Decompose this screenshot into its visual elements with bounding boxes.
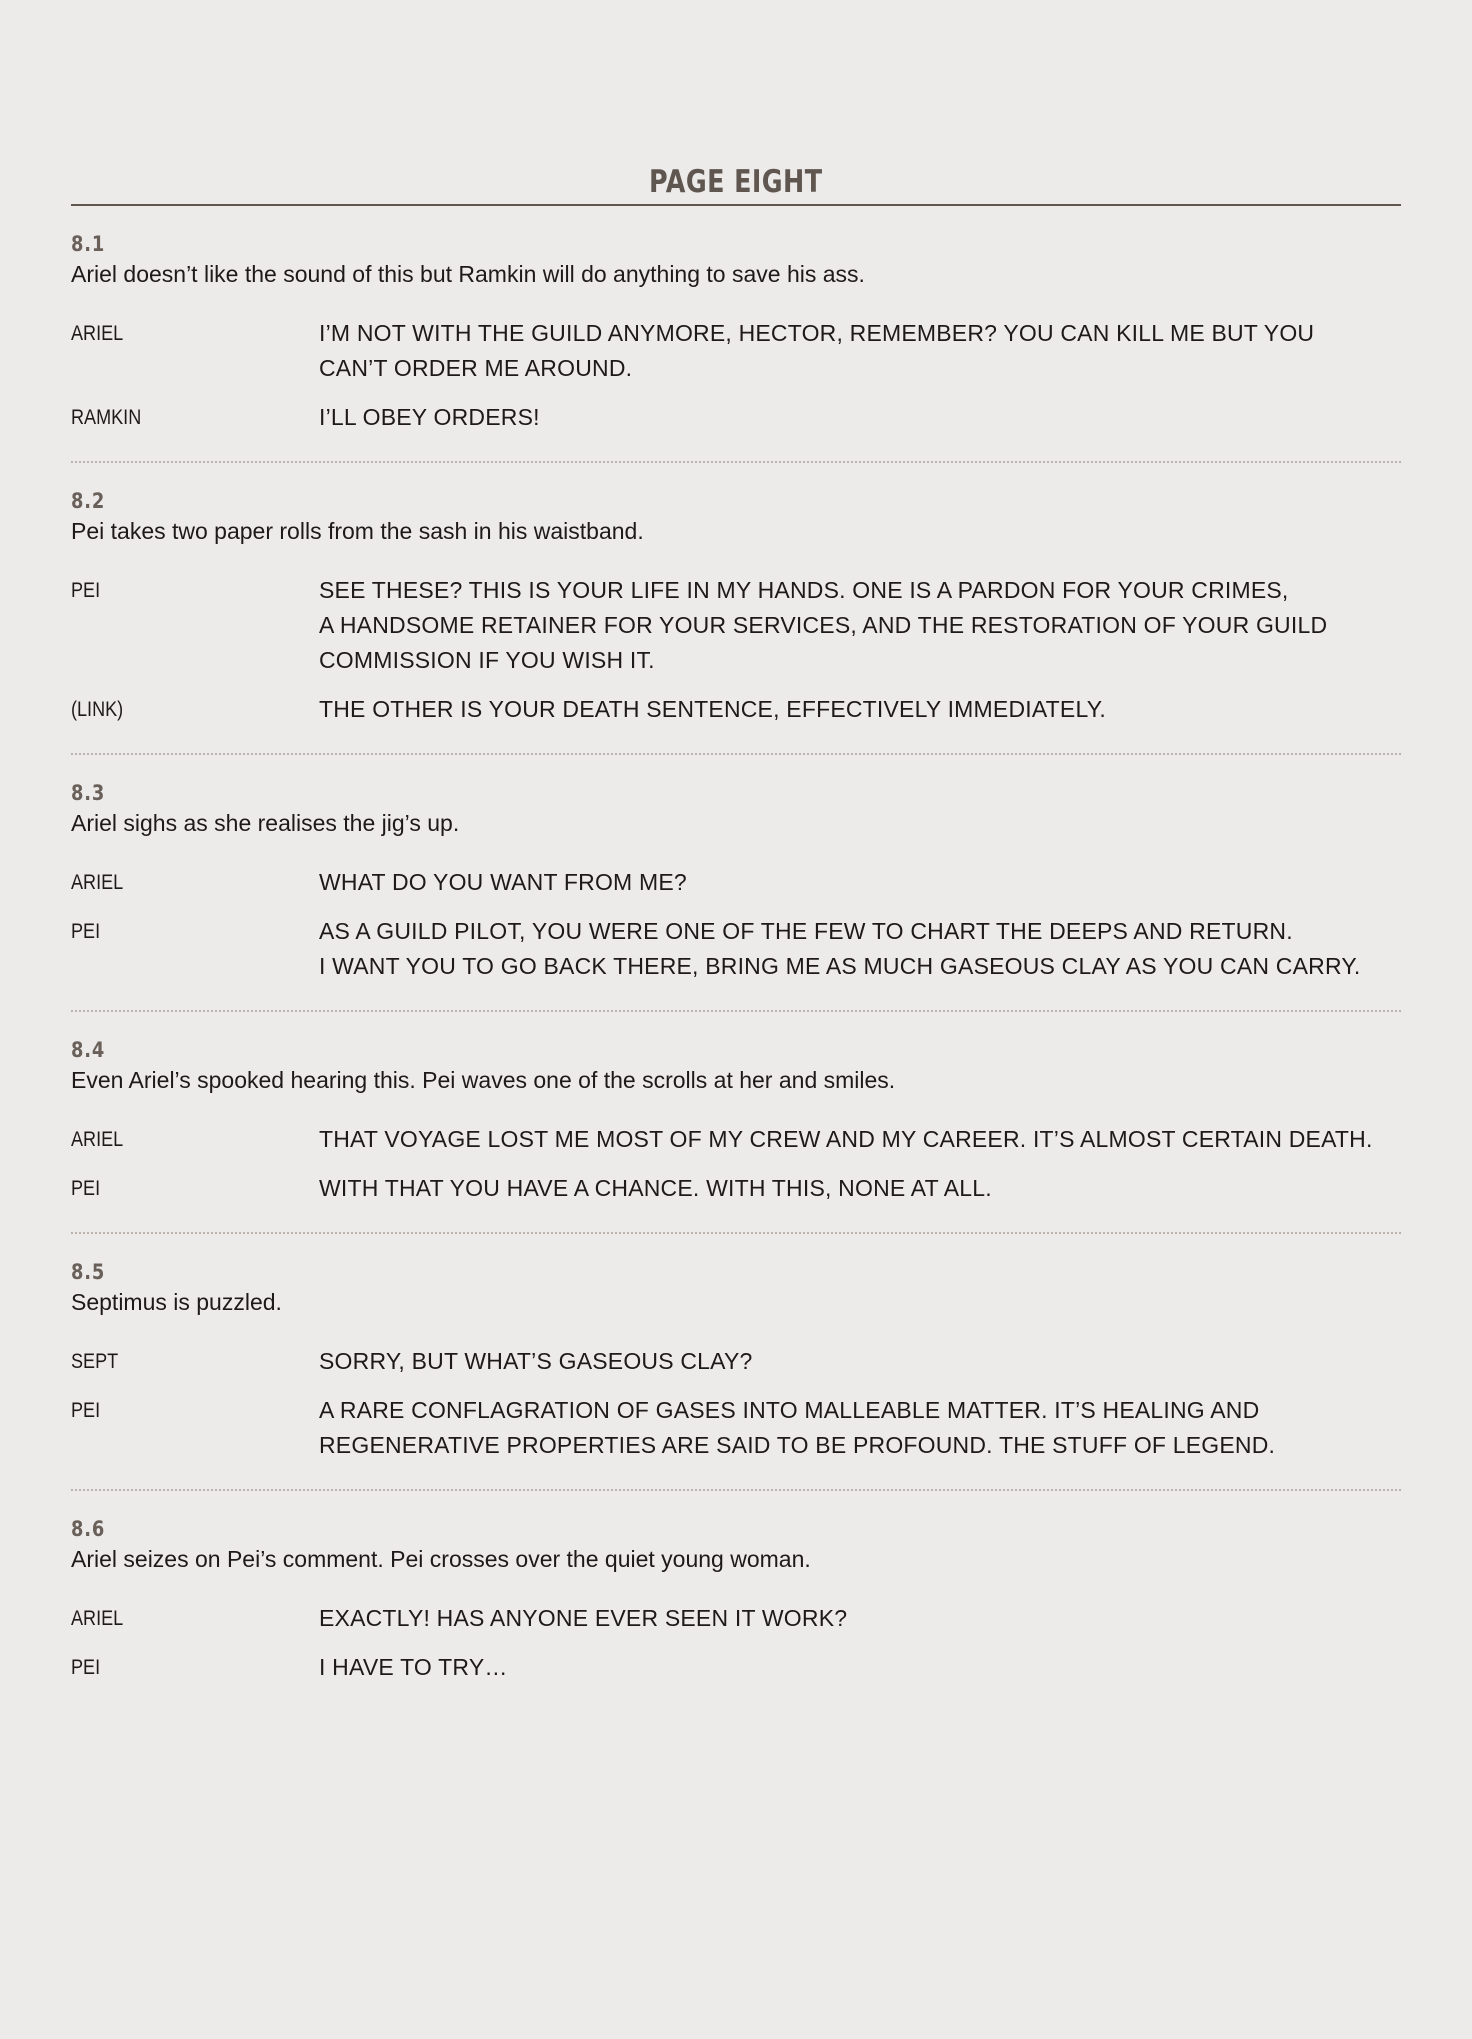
speaker-name: ARIEL — [71, 1607, 124, 1630]
dialogue-line: I HAVE TO TRY… — [319, 1654, 508, 1680]
page-title: PAGE EIGHT — [649, 164, 823, 200]
speaker-name: PEI — [71, 1177, 101, 1200]
panel-description: Ariel seizes on Pei’s comment. Pei crosses over the quiet young woman. — [71, 1546, 811, 1572]
panel — [71, 206, 1401, 463]
dialogue-line: SEE THESE? THIS IS YOUR LIFE IN MY HANDS. ONE IS A PARDON FOR YOUR CRIMES, — [319, 577, 1289, 603]
dialogue-line: I’M NOT WITH THE GUILD ANYMORE, HECTOR, REMEMBER? YOU CAN KILL ME BUT YOU — [319, 320, 1315, 346]
dialogue-line: I WANT YOU TO GO BACK THERE, BRING ME AS MUCH GASEOUS CLAY AS YOU CAN CARRY. — [319, 953, 1361, 979]
dialogue-line: THAT VOYAGE LOST ME MOST OF MY CREW AND MY CAREER. IT’S ALMOST CERTAIN DEATH. — [319, 1126, 1373, 1152]
dialogue-row — [71, 914, 1401, 984]
dialogue-text — [319, 400, 1401, 435]
panel-description: Ariel doesn’t like the sound of this but Ramkin will do anything to save his ass. — [71, 261, 865, 287]
speaker-name: (LINK) — [71, 698, 124, 721]
panel-description: Pei takes two paper rolls from the sash in his waistband. — [71, 518, 644, 544]
dialogue-line: COMMISSION IF YOU WISH IT. — [319, 647, 655, 673]
dialogue-line: A RARE CONFLAGRATION OF GASES INTO MALLEABLE MATTER. IT’S HEALING AND — [319, 1397, 1260, 1423]
panel-description: Even Ariel’s spooked hearing this. Pei waves one of the scrolls at her and smiles. — [71, 1067, 896, 1093]
dialogue-row — [71, 1122, 1401, 1157]
dialogue-line: AS A GUILD PILOT, YOU WERE ONE OF THE FEW TO CHART THE DEEPS AND RETURN. — [319, 918, 1293, 944]
panel — [71, 463, 1401, 755]
dialogue-line: EXACTLY! HAS ANYONE EVER SEEN IT WORK? — [319, 1605, 848, 1631]
panel-number: 8.5 — [71, 1260, 106, 1284]
panel — [71, 1491, 1401, 1711]
dialogue-line: WITH THAT YOU HAVE A CHANCE. WITH THIS, NONE AT ALL. — [319, 1175, 992, 1201]
speaker-name: PEI — [71, 579, 101, 602]
dialogue-text — [319, 1393, 1401, 1463]
panel — [71, 1234, 1401, 1491]
speaker-name: ARIEL — [71, 322, 124, 345]
dialogue-line: SORRY, BUT WHAT’S GASEOUS CLAY? — [319, 1348, 753, 1374]
dialogue-row — [71, 1171, 1401, 1206]
dialogue-line: REGENERATIVE PROPERTIES ARE SAID TO BE PROFOUND. THE STUFF OF LEGEND. — [319, 1432, 1276, 1458]
panel — [71, 1012, 1401, 1234]
dialogue-text — [319, 914, 1401, 984]
panel-number: 8.3 — [71, 781, 106, 805]
speaker-name: ARIEL — [71, 1128, 124, 1151]
dialogue-row — [71, 1393, 1401, 1463]
speaker-name: SEPT — [71, 1350, 119, 1373]
dialogue-text — [319, 1650, 1401, 1685]
dialogue-text — [319, 573, 1401, 678]
panel-number: 8.2 — [71, 489, 106, 513]
dialogue-row — [71, 692, 1401, 727]
dialogue-text — [319, 865, 1401, 900]
dialogue-row — [71, 573, 1401, 678]
speaker-name: PEI — [71, 1399, 101, 1422]
panel-description: Ariel sighs as she realises the jig’s up. — [71, 810, 460, 836]
page-header — [71, 164, 1401, 206]
dialogue-text — [319, 1171, 1401, 1206]
panel-number: 8.1 — [71, 232, 106, 256]
dialogue-text — [319, 1344, 1401, 1379]
panel-description: Septimus is puzzled. — [71, 1289, 282, 1315]
panel — [71, 755, 1401, 1012]
speaker-name: RAMKIN — [71, 406, 142, 429]
dialogue-line: A HANDSOME RETAINER FOR YOUR SERVICES, AND THE RESTORATION OF YOUR GUILD — [319, 612, 1328, 638]
dialogue-line: THE OTHER IS YOUR DEATH SENTENCE, EFFECTIVELY IMMEDIATELY. — [319, 696, 1106, 722]
dialogue-row — [71, 865, 1401, 900]
dialogue-line: WHAT DO YOU WANT FROM ME? — [319, 869, 687, 895]
speaker-name: PEI — [71, 920, 101, 943]
panel-number: 8.4 — [71, 1038, 106, 1062]
dialogue-line: CAN’T ORDER ME AROUND. — [319, 355, 633, 381]
dialogue-row — [71, 1650, 1401, 1685]
dialogue-line: I’LL OBEY ORDERS! — [319, 404, 540, 430]
panel-list — [71, 206, 1401, 1711]
panel-number: 8.6 — [71, 1517, 106, 1541]
dialogue-row — [71, 1344, 1401, 1379]
speaker-name: PEI — [71, 1656, 101, 1679]
dialogue-text — [319, 316, 1401, 386]
dialogue-row — [71, 1601, 1401, 1636]
dialogue-text — [319, 692, 1401, 727]
dialogue-text — [319, 1601, 1401, 1636]
dialogue-text — [319, 1122, 1401, 1157]
dialogue-row — [71, 400, 1401, 435]
dialogue-row — [71, 316, 1401, 386]
script-page — [71, 0, 1401, 1711]
speaker-name: ARIEL — [71, 871, 124, 894]
